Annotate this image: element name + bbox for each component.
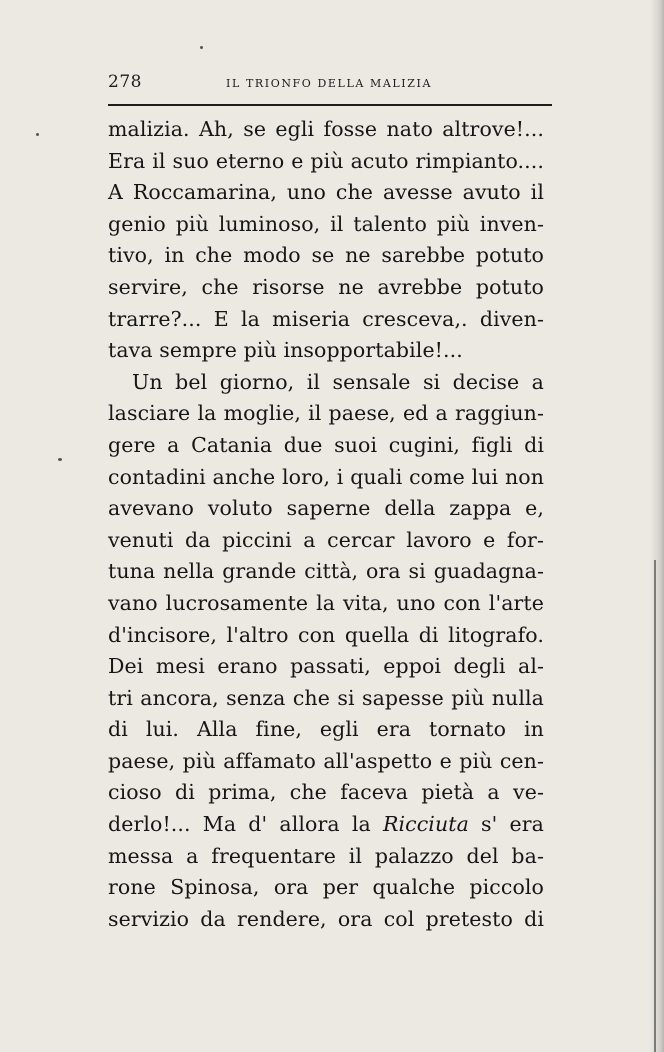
text-line: contadini anche loro, i quali come lui non [108, 464, 544, 489]
text-line: tuna nella grande città, ora si guadagna- [108, 559, 544, 584]
text-line: Era il suo eterno e più acuto rimpianto.... [108, 148, 544, 173]
text-line: tri ancora, senza che si sapesse più nulla [108, 685, 544, 710]
text-line: malizia. Ah, se egli fosse nato altrove!... [108, 117, 544, 141]
text-line: Un bel giorno, il sensale si decise a [132, 369, 544, 394]
text-line: trarre?... E la miseria cresceva,. diven- [108, 306, 544, 331]
text-line: genio più luminoso, il talento più inven- [108, 211, 544, 236]
page-edge-line [654, 560, 656, 1052]
text-line: messa a frequentare il palazzo del ba- [108, 843, 544, 868]
text-line: rone Spinosa, ora per qualche piccolo [108, 875, 544, 900]
text-line: venuti da piccini a cercar lavoro e for- [108, 527, 544, 552]
text-segment: derlo!... Ma d' allora la [108, 812, 383, 837]
stray-mark [58, 458, 62, 461]
stray-mark [36, 133, 39, 136]
italic-name: Ricciuta [382, 812, 469, 837]
text-line: avevano voluto saperne della zappa e, [108, 496, 544, 521]
text-line-with-italic [108, 809, 544, 841]
body-text [108, 114, 544, 935]
text-line: di lui. Alla fine, egli era tornato in [108, 717, 544, 742]
text-line: lasciare la moglie, il paese, ed a raggiun- [108, 401, 544, 426]
text-line: servizio da rendere, ora col pretesto di [108, 906, 544, 931]
page-number: 278 [108, 72, 142, 92]
text-line: cioso di prima, che faceva pietà a ve- [108, 780, 544, 805]
text-line: paese, più affamato all'aspetto e più cen- [108, 748, 544, 773]
text-line: vano lucrosamente la vita, uno con l'arte [108, 590, 544, 615]
text-line: d'incisore, l'altro con quella di litografo. [108, 622, 544, 647]
page-edge-shadow [650, 0, 664, 1052]
text-segment: s' era [468, 812, 544, 837]
stray-mark [200, 46, 203, 49]
running-title: IL TRIONFO DELLA MALIZIA [226, 77, 432, 90]
text-line: tava sempre più insopportabile!... [108, 338, 463, 363]
page-header [108, 72, 552, 96]
text-line: tivo, in che modo se ne sarebbe potuto [108, 243, 544, 268]
text-line: A Roccamarina, uno che avesse avuto il [108, 180, 544, 205]
header-rule [108, 104, 552, 106]
text-line: Dei mesi erano passati, eppoi degli al- [108, 654, 544, 679]
text-line: servire, che risorse ne avrebbe potuto [108, 274, 544, 299]
text-line: gere a Catania due suoi cugini, figli di [108, 432, 544, 457]
